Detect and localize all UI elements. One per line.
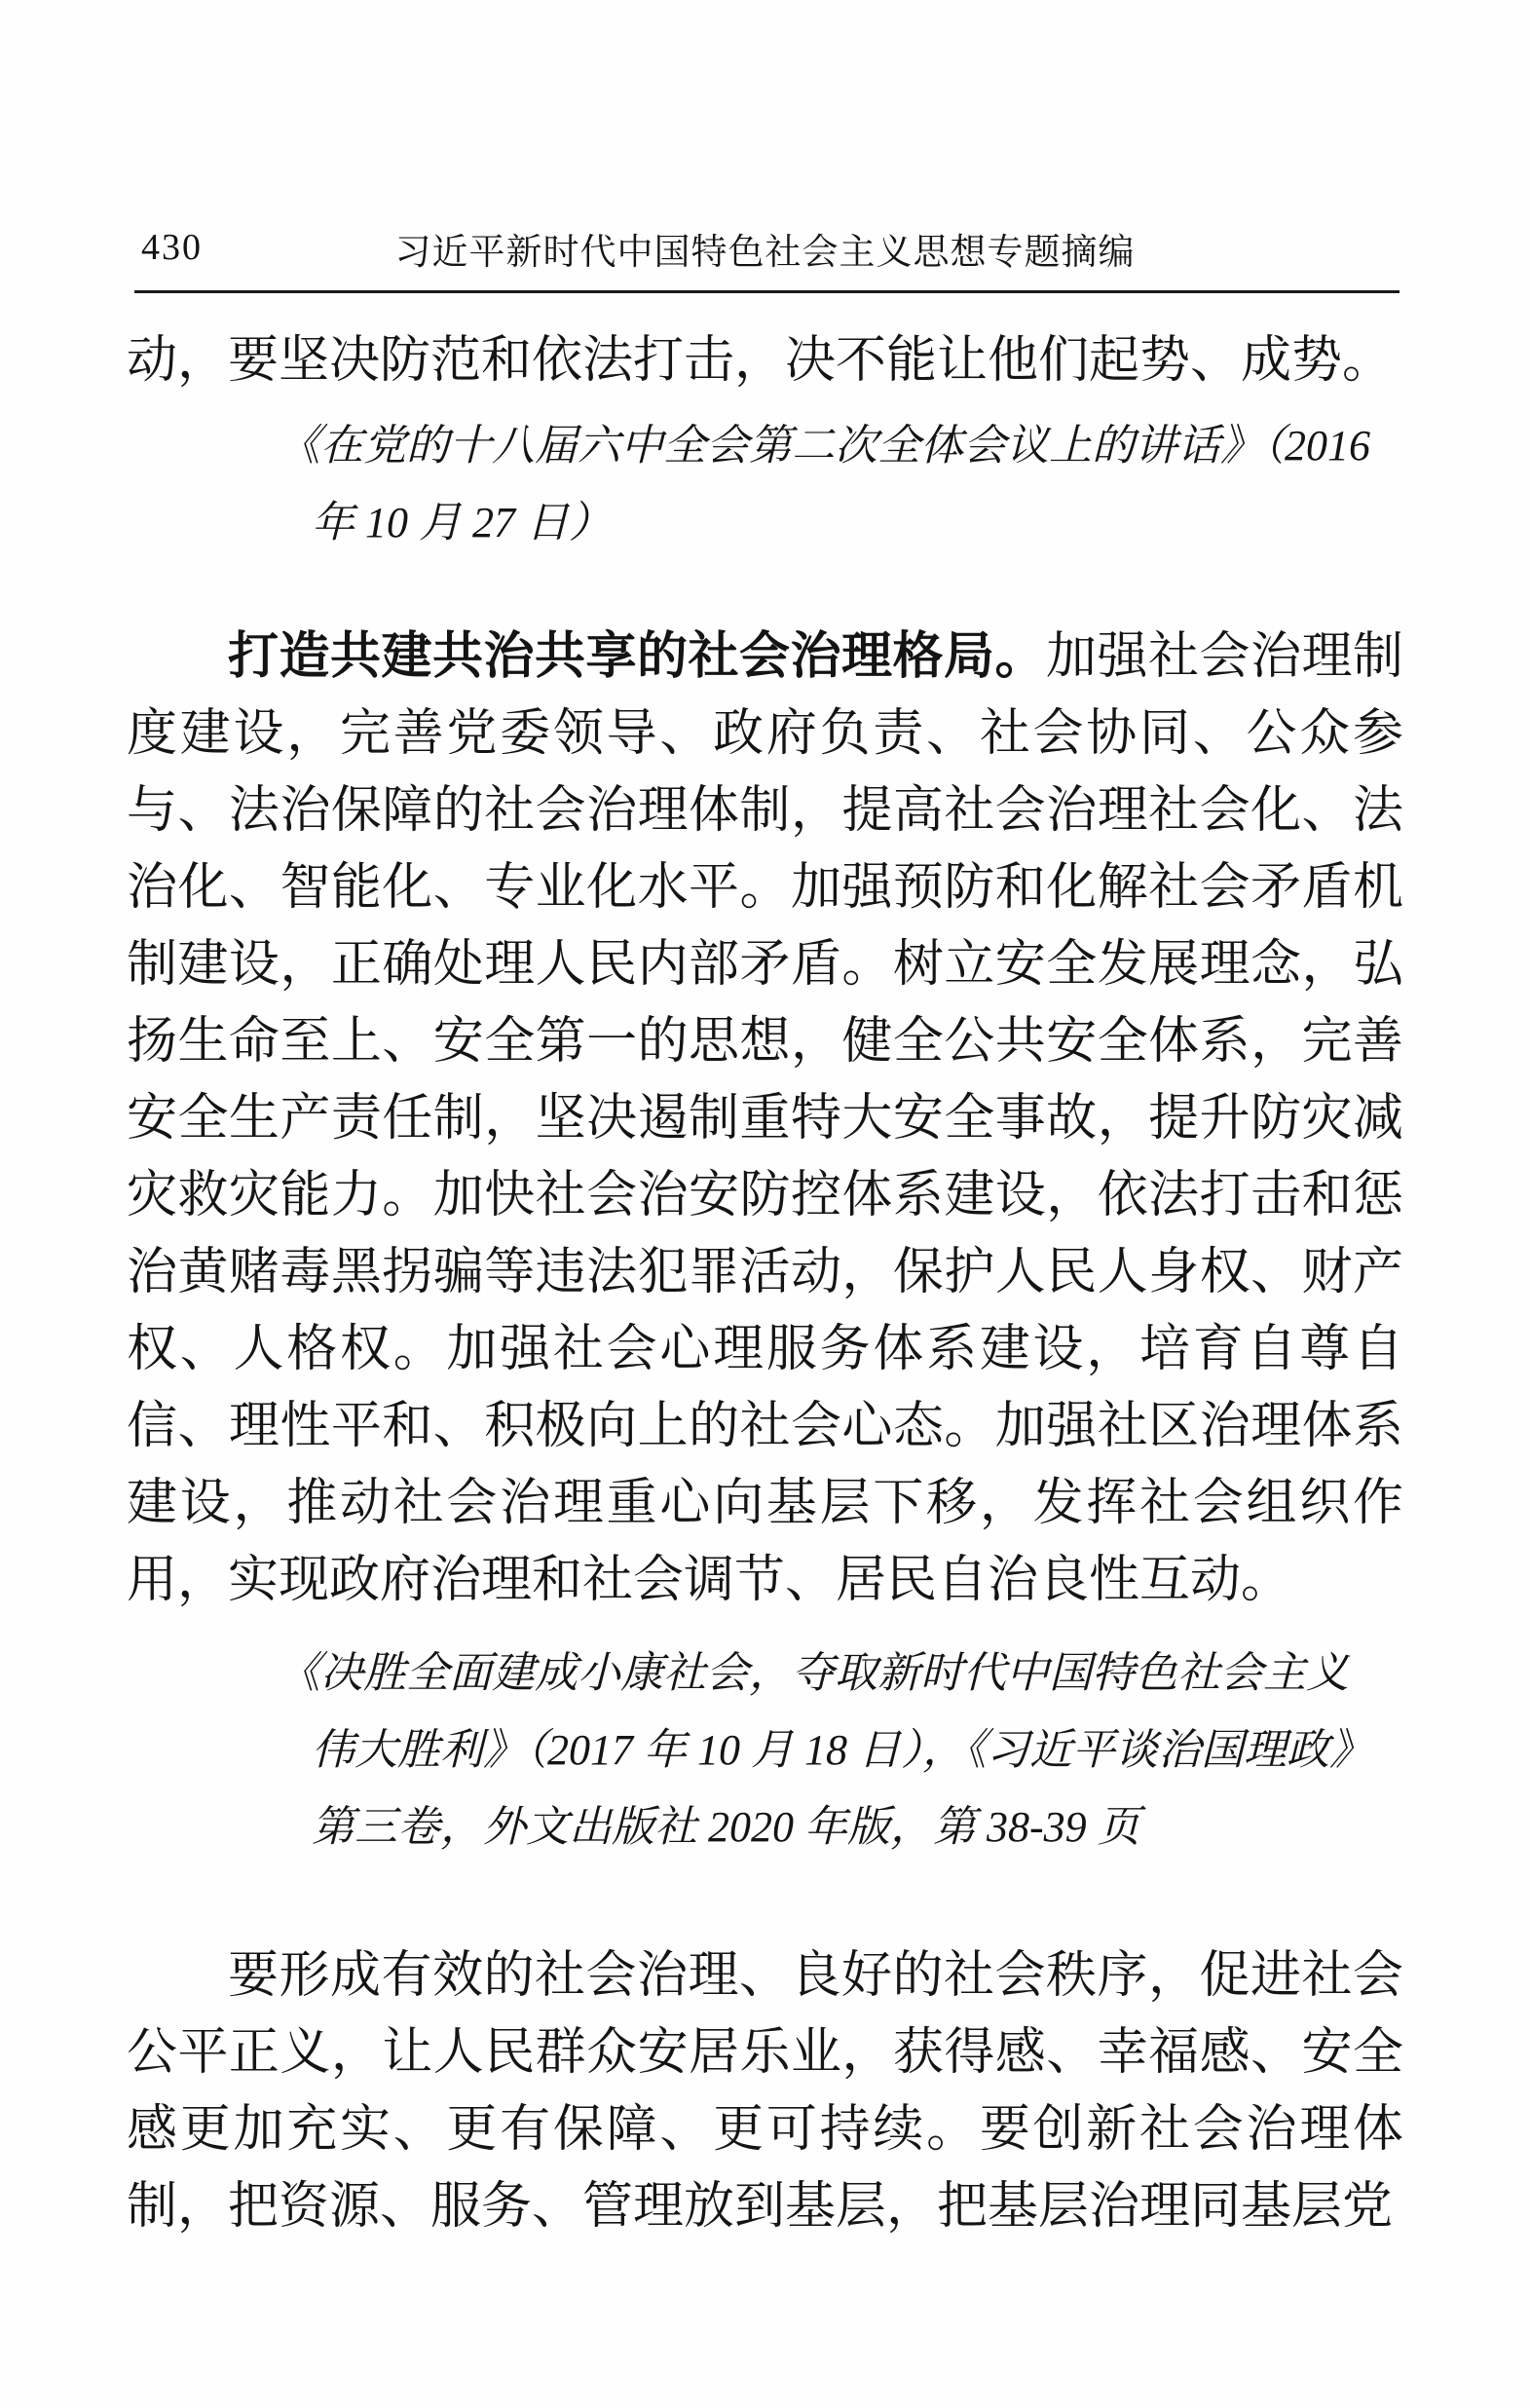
book-title: 习近平新时代中国特色社会主义思想专题摘编 <box>394 233 1136 273</box>
page-number: 430 <box>141 227 203 268</box>
citation-line: 伟大胜利》（2017 年 10 月 18 日），《习近平谈治国理政》 <box>312 1726 1372 1774</box>
paragraph <box>127 619 1403 1619</box>
paragraph-continuation: 动，要坚决防范和依法打击，决不能让他们起势、成势。 <box>127 333 1394 389</box>
citation-line: 《决胜全面建成小康社会，夺取新时代中国特色社会主义 <box>278 1649 1349 1697</box>
citation-block <box>127 1635 1403 1865</box>
paragraph-text: 加强社会治理制度建设，完善党委领导、政府负责、社会协同、公众参与、法治保障的社会治理体制，提高社会治理社会化、法治化、智能化、专业化水平。加强预防和化解社会矛盾机制建设，正确处理人民内部矛盾。树立安全发展理念，弘扬生命至上、安全第一的思想，健全公共安全体系，完善安全生产责任制，坚决遏制重特大安全事故，提升防灾减灾救灾能力。加快社会治安防控体系建设，依法打击和惩治黄赌毒黑拐骗等违法犯罪活动，保护人民人身权、财产权、人格权。加强社会心理服务体系建设，培育自尊自信、理性平和、积极向上的社会心态。加强社区治理体系建设，推动社会治理重心向基层下移，发挥社会组织作用，实现政府治理和社会调节、居民自治良性互动。 <box>127 629 1403 1608</box>
citation-line: 《在党的十八届六中全会第二次全体会议上的讲话》（2016 <box>278 422 1370 470</box>
citation-line: 年 10 月 27 日） <box>312 499 612 546</box>
citation-line: 第三卷，外文出版社 2020 年版，第 38-39 页 <box>312 1803 1140 1851</box>
page-body <box>127 0 1403 2245</box>
paragraph-lead-bold: 打造共建共治共享的社会治理格局。 <box>228 629 1046 685</box>
citation-block <box>127 407 1403 561</box>
paragraph: 要形成有效的社会治理、良好的社会秩序，促进社会公平正义，让人民群众安居乐业，获得感、幸福感、安全感更加充实、更有保障、更可持续。要创新社会治理体制，把资源、服务、管理放到基层，把基层治理同基层党 <box>127 1948 1403 2235</box>
